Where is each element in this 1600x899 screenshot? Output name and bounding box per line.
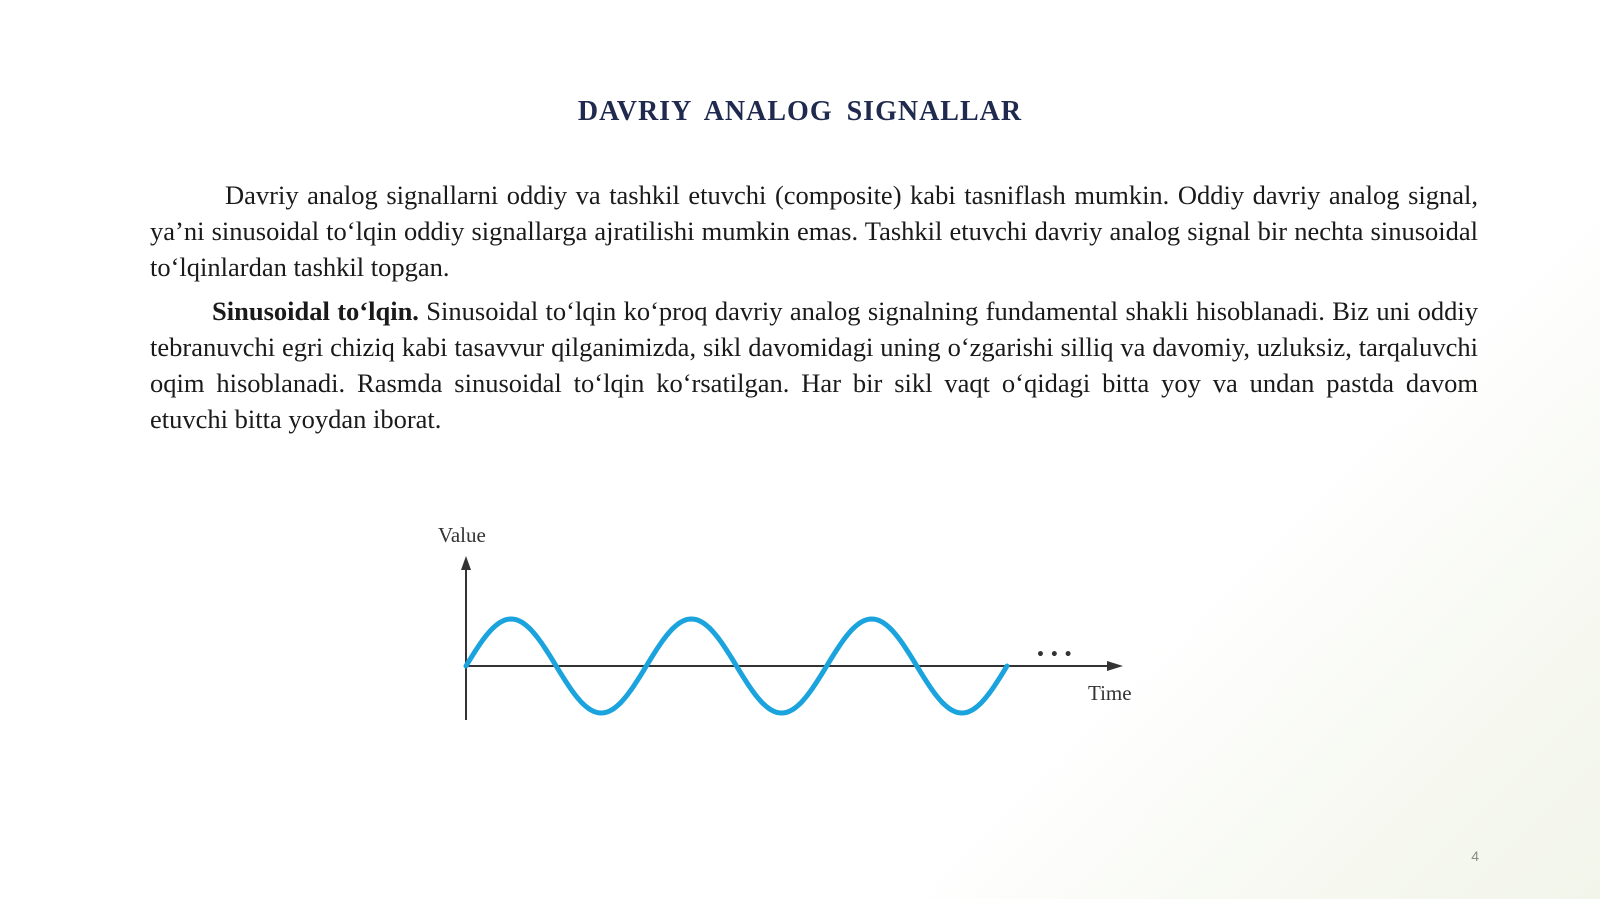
y-axis-arrow — [461, 556, 471, 570]
paragraph-heading: Sinusoidal to‘lqin. — [212, 296, 419, 326]
page-number: 4 — [1471, 848, 1479, 864]
slide-title: DAVRIY ANALOG SIGNALLAR — [577, 96, 1023, 127]
y-axis-label: Value — [438, 525, 486, 547]
slide-body — [150, 177, 1478, 445]
x-axis-label: Time — [1088, 681, 1132, 705]
x-axis-arrow — [1107, 661, 1123, 671]
paragraph-classification: Davriy analog signallarni oddiy va tashkil etuvchi (composite) kabi tasniflash mumkin. Oddiy davriy analog signal, ya’ni sinusoidal to‘lqin oddiy signallarga ajratilishi mumkin emas. Tashkil etuvchi davriy analog signal bir nechta sinusoidal to‘lqinlardan tashkil topgan. — [150, 180, 1478, 282]
sine-wave-figure — [430, 525, 1190, 740]
continuation-dots: • • • — [1036, 647, 1073, 663]
paragraph-text: Sinusoidal to‘lqin ko‘proq davriy analog signalning fundamental shakli hisoblanadi. Biz uni oddiy tebranuvchi egri chiziq kabi tasavvur qilganimizda, sikl davomidagi uning o‘zgarishi silliq va davomiy, uzluksiz, tarqaluvchi oqim hisoblanadi. Rasmda sinusoidal to‘lqin ko‘rsatilgan. Har bir sikl vaqt o‘qidagi bitta yoy va undan pastda davom etuvchi bitta yoydan iborat. — [150, 296, 1478, 434]
paragraph-sinusoidal-wave — [150, 293, 1478, 437]
